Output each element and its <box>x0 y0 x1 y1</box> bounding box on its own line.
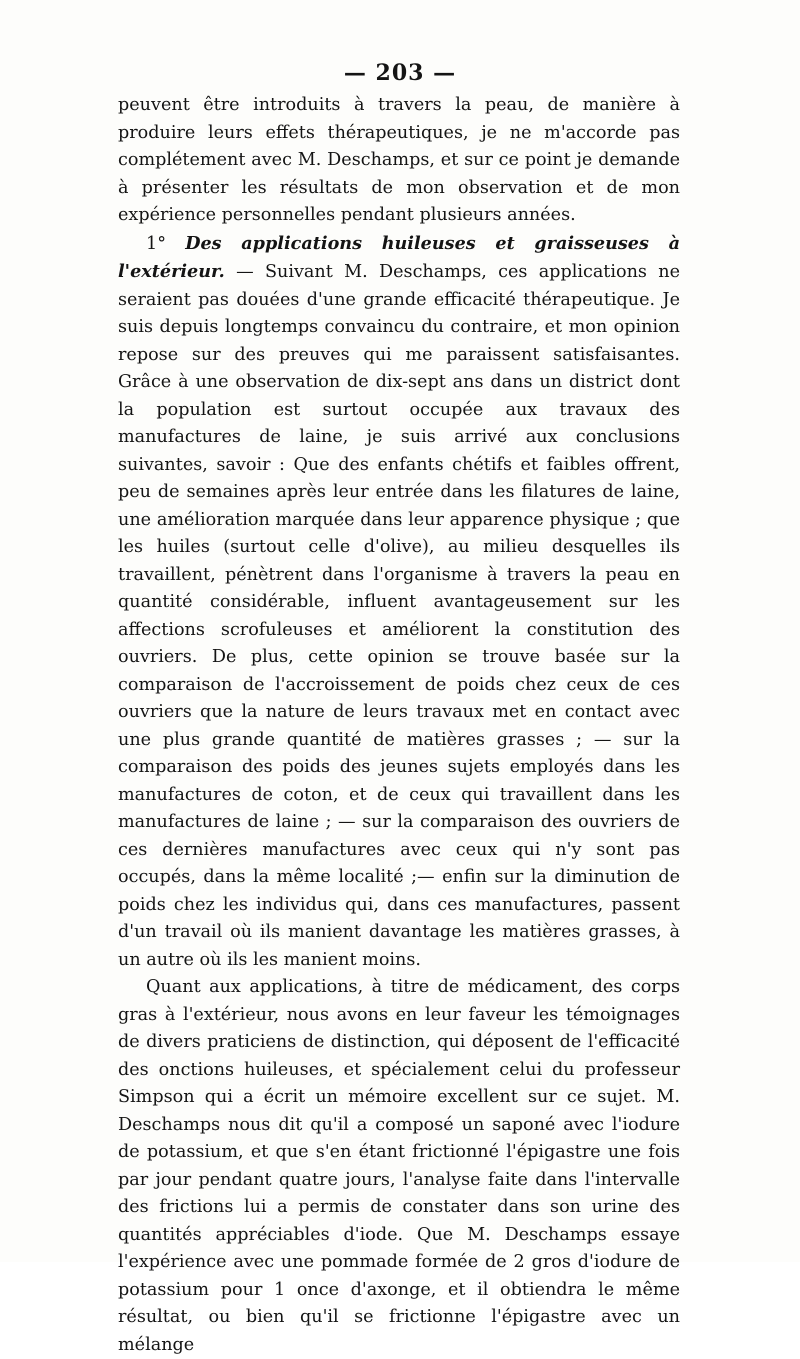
section-marker: 1° <box>146 233 166 254</box>
page-number: — 203 — <box>343 60 457 86</box>
paragraph-continuation: peuvent être introduits à travers la peau, de manière à produire leurs effets thérapeutiques, je ne m'accorde pas complétement avec M. Deschamps, et sur ce point je demande à présenter les résultats de mon observation et de mon expérience personnelles pendant plusieurs années. <box>118 95 680 225</box>
section-heading: Des applications huileuses et graisseuses à l'extérieur. <box>118 232 681 282</box>
paragraph-section-1 <box>118 230 680 975</box>
body-text <box>118 92 680 1359</box>
paragraph-applications: Quant aux applications, à titre de médicament, des corps gras à l'extérieur, nous avons en leur faveur les témoignages de divers praticiens de distinction, qui déposent de l'efficacité des onctions huileuses, et spécialement celui du professeur Simpson qui a écrit un mémoire excellent sur ce sujet. M. Deschamps nous dit qu'il a composé un saponé avec l'iodure de potassium, et que s'en étant frictionné l'épigastre une fois par jour pendant quatre jours, l'analyse faite dans l'intervalle des frictions lui a permis de constater dans son urine des quantités appréciables d'iode. Que M. Deschamps essaye l'expérience avec une pommade formée de 2 gros d'iodure de potassium pour 1 once d'axonge, et il obtiendra le même résultat, ou bien qu'il se frictionne l'épigastre avec un mélange <box>118 977 680 1355</box>
section-body: — Suivant M. Deschamps, ces applications ne seraient pas douées d'une grande efficacité thérapeutique. Je suis depuis longtemps convaincu du contraire, et mon opinion repose sur des preuves qui me paraissent satisfaisantes. Grâce à une observation de dix-sept ans dans un district dont la population est surtout occupée aux travaux des manufactures de laine, je suis arrivé aux conclusions suivantes, savoir : Que des enfants chétifs et faibles offrent, peu de semaines après leur entrée dans les filatures de laine, une amélioration marquée dans leur apparence physique ; que les huiles (surtout celle d'olive), au milieu desquelles ils travaillent, pénètrent dans l'organisme à travers la peau en quantité considérable, influent avantageusement sur les affections scrofuleuses et améliorent la constitution des ouvriers. De plus, cette opinion se trouve basée sur la comparaison de l'accroissement de poids chez ceux de ces ouvriers que la nature de leurs travaux met en contact avec une plus grande quantité de matières grasses ; — sur la comparaison des poids des jeunes sujets employés dans les manufactures de coton, et de ceux qui travaillent dans les manufactures de laine ; — sur la comparaison des ouvriers de ces dernières manufactures avec ceux qui n'y sont pas occupés, dans la même localité ;— enfin sur la diminution de poids chez les individus qui, dans ces manufactures, passent d'un travail où ils manient davantage les matières grasses, à un autre où ils les manient moins. <box>118 262 680 970</box>
